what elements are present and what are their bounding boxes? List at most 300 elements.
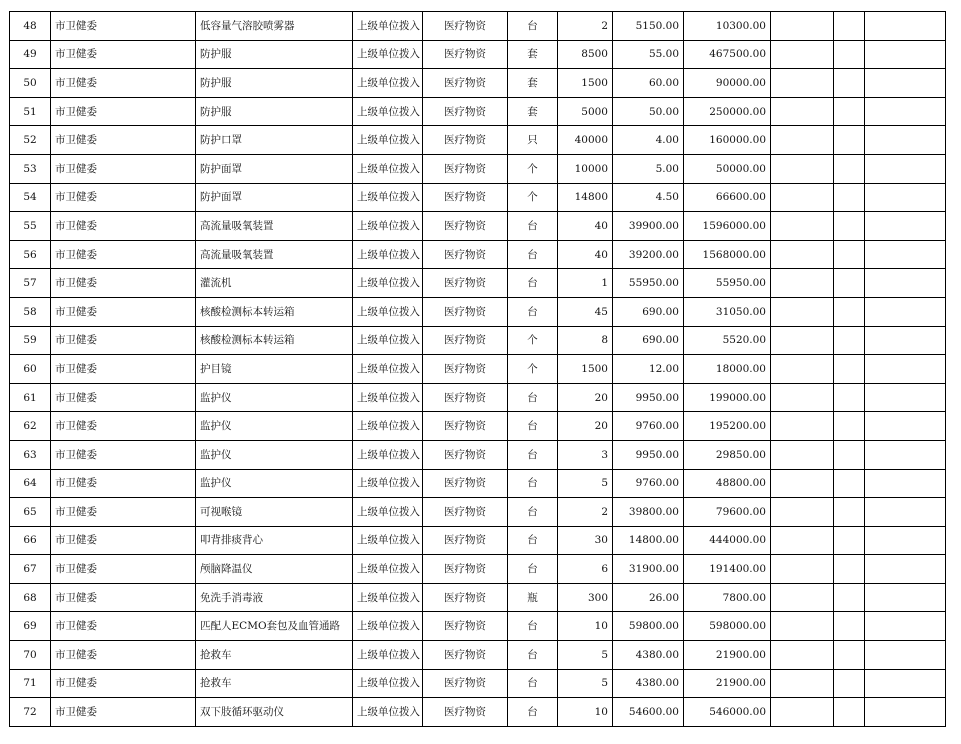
category-cell: 医疗物资	[423, 154, 508, 183]
row-number-cell: 66	[10, 526, 51, 555]
table-row	[10, 526, 946, 555]
empty-cell	[834, 269, 865, 298]
item-name-cell: 监护仪	[196, 383, 353, 412]
unit-cell: 只	[508, 126, 558, 155]
department-cell: 市卫健委	[51, 555, 196, 584]
amount-cell: 191400.00	[684, 555, 771, 584]
item-name-cell: 防护口罩	[196, 126, 353, 155]
unit-price-cell: 9760.00	[613, 412, 684, 441]
quantity-cell: 1	[558, 269, 613, 298]
empty-cell	[771, 326, 834, 355]
item-name-cell: 可视喉镜	[196, 498, 353, 527]
empty-cell	[834, 641, 865, 670]
department-cell: 市卫健委	[51, 498, 196, 527]
row-number-cell: 51	[10, 97, 51, 126]
item-name-cell: 匹配人ECMO套包及血管通路	[196, 612, 353, 641]
empty-cell	[771, 555, 834, 584]
unit-cell: 个	[508, 154, 558, 183]
item-name-cell: 核酸检测标本转运箱	[196, 326, 353, 355]
empty-cell	[771, 297, 834, 326]
amount-cell: 18000.00	[684, 355, 771, 384]
category-cell: 医疗物资	[423, 583, 508, 612]
category-cell: 医疗物资	[423, 669, 508, 698]
unit-cell: 台	[508, 212, 558, 241]
empty-cell	[865, 97, 946, 126]
table-row	[10, 469, 946, 498]
quantity-cell: 20	[558, 383, 613, 412]
source-cell: 上级单位拨入	[353, 326, 423, 355]
quantity-cell: 1500	[558, 355, 613, 384]
category-cell: 医疗物资	[423, 97, 508, 126]
empty-cell	[865, 698, 946, 727]
quantity-cell: 3	[558, 440, 613, 469]
row-number-cell: 50	[10, 69, 51, 98]
item-name-cell: 叩背排痰背心	[196, 526, 353, 555]
empty-cell	[834, 526, 865, 555]
unit-price-cell: 4380.00	[613, 641, 684, 670]
unit-cell: 台	[508, 412, 558, 441]
unit-price-cell: 4.50	[613, 183, 684, 212]
unit-cell: 个	[508, 326, 558, 355]
amount-cell: 10300.00	[684, 12, 771, 41]
department-cell: 市卫健委	[51, 240, 196, 269]
unit-price-cell: 31900.00	[613, 555, 684, 584]
department-cell: 市卫健委	[51, 269, 196, 298]
unit-price-cell: 54600.00	[613, 698, 684, 727]
empty-cell	[865, 40, 946, 69]
unit-price-cell: 5.00	[613, 154, 684, 183]
empty-cell	[834, 498, 865, 527]
unit-cell: 台	[508, 526, 558, 555]
empty-cell	[771, 612, 834, 641]
table-row	[10, 297, 946, 326]
category-cell: 医疗物资	[423, 40, 508, 69]
source-cell: 上级单位拨入	[353, 412, 423, 441]
unit-price-cell: 690.00	[613, 326, 684, 355]
amount-cell: 160000.00	[684, 126, 771, 155]
table-row	[10, 40, 946, 69]
quantity-cell: 8	[558, 326, 613, 355]
empty-cell	[771, 698, 834, 727]
quantity-cell: 300	[558, 583, 613, 612]
quantity-cell: 40000	[558, 126, 613, 155]
empty-cell	[771, 126, 834, 155]
empty-cell	[834, 698, 865, 727]
row-number-cell: 70	[10, 641, 51, 670]
table-row	[10, 412, 946, 441]
table-row	[10, 555, 946, 584]
empty-cell	[771, 498, 834, 527]
source-cell: 上级单位拨入	[353, 40, 423, 69]
source-cell: 上级单位拨入	[353, 297, 423, 326]
unit-cell: 台	[508, 698, 558, 727]
source-cell: 上级单位拨入	[353, 212, 423, 241]
unit-cell: 台	[508, 669, 558, 698]
row-number-cell: 69	[10, 612, 51, 641]
amount-cell: 29850.00	[684, 440, 771, 469]
table-row	[10, 498, 946, 527]
row-number-cell: 56	[10, 240, 51, 269]
source-cell: 上级单位拨入	[353, 526, 423, 555]
item-name-cell: 监护仪	[196, 469, 353, 498]
empty-cell	[771, 355, 834, 384]
unit-price-cell: 4380.00	[613, 669, 684, 698]
amount-cell: 90000.00	[684, 69, 771, 98]
empty-cell	[865, 69, 946, 98]
quantity-cell: 10000	[558, 154, 613, 183]
department-cell: 市卫健委	[51, 212, 196, 241]
row-number-cell: 63	[10, 440, 51, 469]
category-cell: 医疗物资	[423, 12, 508, 41]
empty-cell	[865, 126, 946, 155]
quantity-cell: 40	[558, 240, 613, 269]
unit-cell: 台	[508, 12, 558, 41]
item-name-cell: 高流量吸氧装置	[196, 212, 353, 241]
category-cell: 医疗物资	[423, 440, 508, 469]
empty-cell	[834, 440, 865, 469]
table-row	[10, 154, 946, 183]
empty-cell	[834, 240, 865, 269]
empty-cell	[834, 154, 865, 183]
empty-cell	[834, 40, 865, 69]
row-number-cell: 48	[10, 12, 51, 41]
department-cell: 市卫健委	[51, 583, 196, 612]
source-cell: 上级单位拨入	[353, 355, 423, 384]
empty-cell	[865, 269, 946, 298]
item-name-cell: 核酸检测标本转运箱	[196, 297, 353, 326]
source-cell: 上级单位拨入	[353, 612, 423, 641]
table-row	[10, 97, 946, 126]
department-cell: 市卫健委	[51, 612, 196, 641]
empty-cell	[865, 469, 946, 498]
table-row	[10, 326, 946, 355]
table-row	[10, 183, 946, 212]
unit-cell: 个	[508, 183, 558, 212]
item-name-cell: 颅脑降温仪	[196, 555, 353, 584]
empty-cell	[834, 183, 865, 212]
row-number-cell: 49	[10, 40, 51, 69]
item-name-cell: 监护仪	[196, 440, 353, 469]
amount-cell: 1568000.00	[684, 240, 771, 269]
unit-price-cell: 12.00	[613, 355, 684, 384]
item-name-cell: 监护仪	[196, 412, 353, 441]
row-number-cell: 58	[10, 297, 51, 326]
source-cell: 上级单位拨入	[353, 69, 423, 98]
empty-cell	[865, 297, 946, 326]
category-cell: 医疗物资	[423, 126, 508, 155]
empty-cell	[834, 297, 865, 326]
unit-cell: 台	[508, 269, 558, 298]
unit-cell: 套	[508, 40, 558, 69]
source-cell: 上级单位拨入	[353, 240, 423, 269]
source-cell: 上级单位拨入	[353, 154, 423, 183]
empty-cell	[834, 383, 865, 412]
empty-cell	[771, 641, 834, 670]
table-row	[10, 641, 946, 670]
empty-cell	[865, 555, 946, 584]
row-number-cell: 72	[10, 698, 51, 727]
empty-cell	[834, 669, 865, 698]
category-cell: 医疗物资	[423, 555, 508, 584]
department-cell: 市卫健委	[51, 383, 196, 412]
category-cell: 医疗物资	[423, 183, 508, 212]
empty-cell	[834, 126, 865, 155]
category-cell: 医疗物资	[423, 526, 508, 555]
empty-cell	[865, 669, 946, 698]
department-cell: 市卫健委	[51, 326, 196, 355]
quantity-cell: 8500	[558, 40, 613, 69]
table-row	[10, 69, 946, 98]
amount-cell: 48800.00	[684, 469, 771, 498]
source-cell: 上级单位拨入	[353, 555, 423, 584]
category-cell: 医疗物资	[423, 498, 508, 527]
empty-cell	[834, 97, 865, 126]
quantity-cell: 6	[558, 555, 613, 584]
category-cell: 医疗物资	[423, 69, 508, 98]
empty-cell	[865, 412, 946, 441]
unit-cell: 套	[508, 69, 558, 98]
amount-cell: 21900.00	[684, 669, 771, 698]
row-number-cell: 67	[10, 555, 51, 584]
empty-cell	[865, 526, 946, 555]
department-cell: 市卫健委	[51, 297, 196, 326]
quantity-cell: 30	[558, 526, 613, 555]
item-name-cell: 灌流机	[196, 269, 353, 298]
table-row	[10, 212, 946, 241]
quantity-cell: 10	[558, 698, 613, 727]
row-number-cell: 57	[10, 269, 51, 298]
empty-cell	[771, 412, 834, 441]
source-cell: 上级单位拨入	[353, 469, 423, 498]
department-cell: 市卫健委	[51, 40, 196, 69]
empty-cell	[865, 383, 946, 412]
department-cell: 市卫健委	[51, 698, 196, 727]
amount-cell: 199000.00	[684, 383, 771, 412]
amount-cell: 5520.00	[684, 326, 771, 355]
item-name-cell: 防护面罩	[196, 183, 353, 212]
category-cell: 医疗物资	[423, 240, 508, 269]
unit-cell: 瓶	[508, 583, 558, 612]
quantity-cell: 1500	[558, 69, 613, 98]
amount-cell: 1596000.00	[684, 212, 771, 241]
item-name-cell: 低容量气溶胶喷雾器	[196, 12, 353, 41]
amount-cell: 66600.00	[684, 183, 771, 212]
quantity-cell: 2	[558, 12, 613, 41]
amount-cell: 195200.00	[684, 412, 771, 441]
empty-cell	[834, 469, 865, 498]
table-row	[10, 440, 946, 469]
item-name-cell: 双下肢循环驱动仪	[196, 698, 353, 727]
department-cell: 市卫健委	[51, 440, 196, 469]
item-name-cell: 防护面罩	[196, 154, 353, 183]
quantity-cell: 5	[558, 469, 613, 498]
category-cell: 医疗物资	[423, 269, 508, 298]
row-number-cell: 59	[10, 326, 51, 355]
category-cell: 医疗物资	[423, 612, 508, 641]
amount-cell: 444000.00	[684, 526, 771, 555]
row-number-cell: 68	[10, 583, 51, 612]
empty-cell	[865, 212, 946, 241]
unit-price-cell: 690.00	[613, 297, 684, 326]
table-row	[10, 669, 946, 698]
empty-cell	[771, 12, 834, 41]
unit-price-cell: 60.00	[613, 69, 684, 98]
table-row	[10, 240, 946, 269]
quantity-cell: 5000	[558, 97, 613, 126]
amount-cell: 598000.00	[684, 612, 771, 641]
category-cell: 医疗物资	[423, 326, 508, 355]
department-cell: 市卫健委	[51, 526, 196, 555]
supplies-table	[9, 11, 946, 727]
unit-price-cell: 4.00	[613, 126, 684, 155]
source-cell: 上级单位拨入	[353, 183, 423, 212]
quantity-cell: 5	[558, 641, 613, 670]
quantity-cell: 45	[558, 297, 613, 326]
empty-cell	[865, 440, 946, 469]
empty-cell	[865, 12, 946, 41]
item-name-cell: 高流量吸氧装置	[196, 240, 353, 269]
quantity-cell: 2	[558, 498, 613, 527]
row-number-cell: 61	[10, 383, 51, 412]
unit-price-cell: 26.00	[613, 583, 684, 612]
unit-price-cell: 55950.00	[613, 269, 684, 298]
unit-price-cell: 9950.00	[613, 383, 684, 412]
department-cell: 市卫健委	[51, 641, 196, 670]
item-name-cell: 免洗手消毒液	[196, 583, 353, 612]
empty-cell	[834, 326, 865, 355]
empty-cell	[834, 69, 865, 98]
empty-cell	[771, 383, 834, 412]
empty-cell	[771, 469, 834, 498]
row-number-cell: 55	[10, 212, 51, 241]
department-cell: 市卫健委	[51, 126, 196, 155]
empty-cell	[865, 326, 946, 355]
empty-cell	[865, 583, 946, 612]
quantity-cell: 20	[558, 412, 613, 441]
unit-price-cell: 39900.00	[613, 212, 684, 241]
row-number-cell: 53	[10, 154, 51, 183]
source-cell: 上级单位拨入	[353, 669, 423, 698]
unit-cell: 个	[508, 355, 558, 384]
quantity-cell: 5	[558, 669, 613, 698]
empty-cell	[865, 240, 946, 269]
empty-cell	[865, 355, 946, 384]
unit-cell: 台	[508, 469, 558, 498]
item-name-cell: 防护服	[196, 97, 353, 126]
row-number-cell: 65	[10, 498, 51, 527]
item-name-cell: 防护服	[196, 69, 353, 98]
department-cell: 市卫健委	[51, 355, 196, 384]
category-cell: 医疗物资	[423, 212, 508, 241]
table-row	[10, 383, 946, 412]
source-cell: 上级单位拨入	[353, 440, 423, 469]
empty-cell	[834, 612, 865, 641]
source-cell: 上级单位拨入	[353, 698, 423, 727]
amount-cell: 55950.00	[684, 269, 771, 298]
empty-cell	[771, 669, 834, 698]
table-row	[10, 583, 946, 612]
source-cell: 上级单位拨入	[353, 126, 423, 155]
department-cell: 市卫健委	[51, 669, 196, 698]
table-row	[10, 126, 946, 155]
amount-cell: 7800.00	[684, 583, 771, 612]
category-cell: 医疗物资	[423, 383, 508, 412]
source-cell: 上级单位拨入	[353, 583, 423, 612]
category-cell: 医疗物资	[423, 469, 508, 498]
table-row	[10, 12, 946, 41]
unit-price-cell: 9950.00	[613, 440, 684, 469]
amount-cell: 31050.00	[684, 297, 771, 326]
category-cell: 医疗物资	[423, 355, 508, 384]
unit-price-cell: 39800.00	[613, 498, 684, 527]
empty-cell	[865, 154, 946, 183]
empty-cell	[771, 269, 834, 298]
unit-cell: 台	[508, 440, 558, 469]
row-number-cell: 60	[10, 355, 51, 384]
source-cell: 上级单位拨入	[353, 641, 423, 670]
empty-cell	[771, 212, 834, 241]
unit-price-cell: 9760.00	[613, 469, 684, 498]
department-cell: 市卫健委	[51, 97, 196, 126]
source-cell: 上级单位拨入	[353, 383, 423, 412]
empty-cell	[834, 412, 865, 441]
empty-cell	[834, 555, 865, 584]
category-cell: 医疗物资	[423, 412, 508, 441]
empty-cell	[865, 498, 946, 527]
department-cell: 市卫健委	[51, 183, 196, 212]
unit-price-cell: 5150.00	[613, 12, 684, 41]
source-cell: 上级单位拨入	[353, 97, 423, 126]
empty-cell	[865, 183, 946, 212]
unit-cell: 台	[508, 612, 558, 641]
amount-cell: 250000.00	[684, 97, 771, 126]
empty-cell	[771, 40, 834, 69]
row-number-cell: 64	[10, 469, 51, 498]
unit-cell: 台	[508, 383, 558, 412]
amount-cell: 546000.00	[684, 698, 771, 727]
empty-cell	[771, 526, 834, 555]
amount-cell: 50000.00	[684, 154, 771, 183]
unit-price-cell: 59800.00	[613, 612, 684, 641]
unit-price-cell: 50.00	[613, 97, 684, 126]
department-cell: 市卫健委	[51, 469, 196, 498]
empty-cell	[834, 583, 865, 612]
table-row	[10, 612, 946, 641]
table-row	[10, 269, 946, 298]
row-number-cell: 52	[10, 126, 51, 155]
unit-cell: 台	[508, 240, 558, 269]
empty-cell	[771, 583, 834, 612]
unit-price-cell: 14800.00	[613, 526, 684, 555]
table-body	[10, 12, 946, 727]
category-cell: 医疗物资	[423, 297, 508, 326]
unit-cell: 台	[508, 555, 558, 584]
row-number-cell: 54	[10, 183, 51, 212]
donation-ledger-sheet	[9, 11, 945, 727]
department-cell: 市卫健委	[51, 69, 196, 98]
source-cell: 上级单位拨入	[353, 12, 423, 41]
unit-price-cell: 55.00	[613, 40, 684, 69]
unit-cell: 台	[508, 297, 558, 326]
empty-cell	[834, 355, 865, 384]
unit-cell: 台	[508, 641, 558, 670]
source-cell: 上级单位拨入	[353, 498, 423, 527]
department-cell: 市卫健委	[51, 12, 196, 41]
empty-cell	[771, 97, 834, 126]
empty-cell	[865, 612, 946, 641]
quantity-cell: 14800	[558, 183, 613, 212]
row-number-cell: 71	[10, 669, 51, 698]
